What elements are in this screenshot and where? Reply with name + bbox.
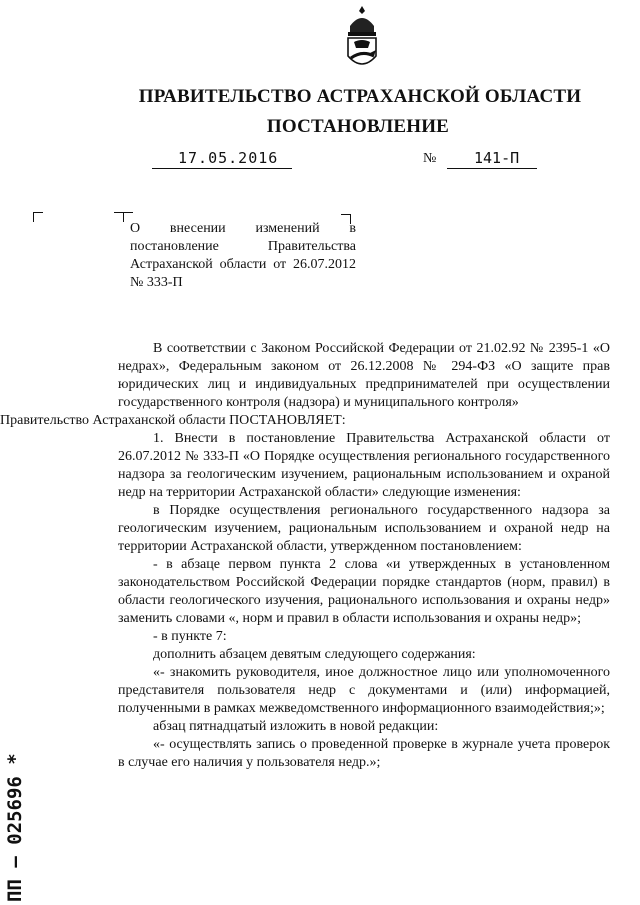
document-number: 141-П (474, 149, 520, 167)
paragraph: В соответствии с Законом Российской Федерации от 21.02.92 № 2395-1 «О недрах», Федеральным законом от 26.12.2008 № 294-ФЗ «О защите прав юридических лиц и индивидуальных предпринимателей при осуществлении государственного контроля (надзора) и муниципального контроля» (118, 341, 610, 410)
document-type: ПОСТАНОВЛЕНИЕ (266, 116, 450, 137)
document-subject: О внесении изменений в постановление Правительства Астраханской области от 26.07.2012 № 333-П (130, 221, 356, 290)
number-underline (447, 168, 537, 169)
document-body (0, 340, 610, 772)
coat-of-arms-icon (338, 4, 386, 74)
paragraph: «- знакомить руководителя, иное должностное лицо или уполномоченного представителя пользователя недр с документами и (или) информацией, полученными в рамках межведомственного информационного взаимодействия;»; (118, 665, 610, 716)
paragraph: «- осуществлять запись о проведенной проверке в журнале учета проверок в случае его наличия у пользователя недр.»; (118, 737, 610, 770)
side-stamp: ПП – 025696 * (4, 753, 26, 902)
number-label: № (423, 151, 437, 166)
document-date: 17.05.2016 (178, 149, 279, 167)
paragraph: абзац пятнадцатый изложить в новой редакции: (153, 719, 439, 734)
paragraph: Правительство Астраханской области ПОСТАНОВЛЯЕТ: (0, 413, 346, 428)
paragraph: - в абзаце первом пункта 2 слова «и утвержденных в установленном законодательством Российской Федерации порядке стандартов (норм, правил) в области геологического изучения, рационального использования и охраны недр» заменить словами «, норм и правил в области использования и охраны недр»; (118, 557, 610, 626)
paragraph: - в пункте 7: (153, 629, 227, 644)
paragraph: дополнить абзацем девятым следующего содержания: (153, 647, 476, 662)
corner-mark (33, 212, 43, 222)
date-underline (152, 168, 292, 169)
paragraph: в Порядке осуществления регионального государственного надзора за геологическим изучением, рациональным использованием и охраной недр на территории Астраханской области, утвержденном постановлением: (118, 503, 610, 554)
organization-title: ПРАВИТЕЛЬСТВО АСТРАХАНСКОЙ ОБЛАСТИ (138, 86, 582, 107)
paragraph: 1. Внести в постановление Правительства Астраханской области от 26.07.2012 № 333-П «О Порядке осуществления регионального государственного надзора за геологическим изучением, рациональным использованием и охраной недр на территории Астраханской области» следующие изменения: (118, 431, 610, 500)
